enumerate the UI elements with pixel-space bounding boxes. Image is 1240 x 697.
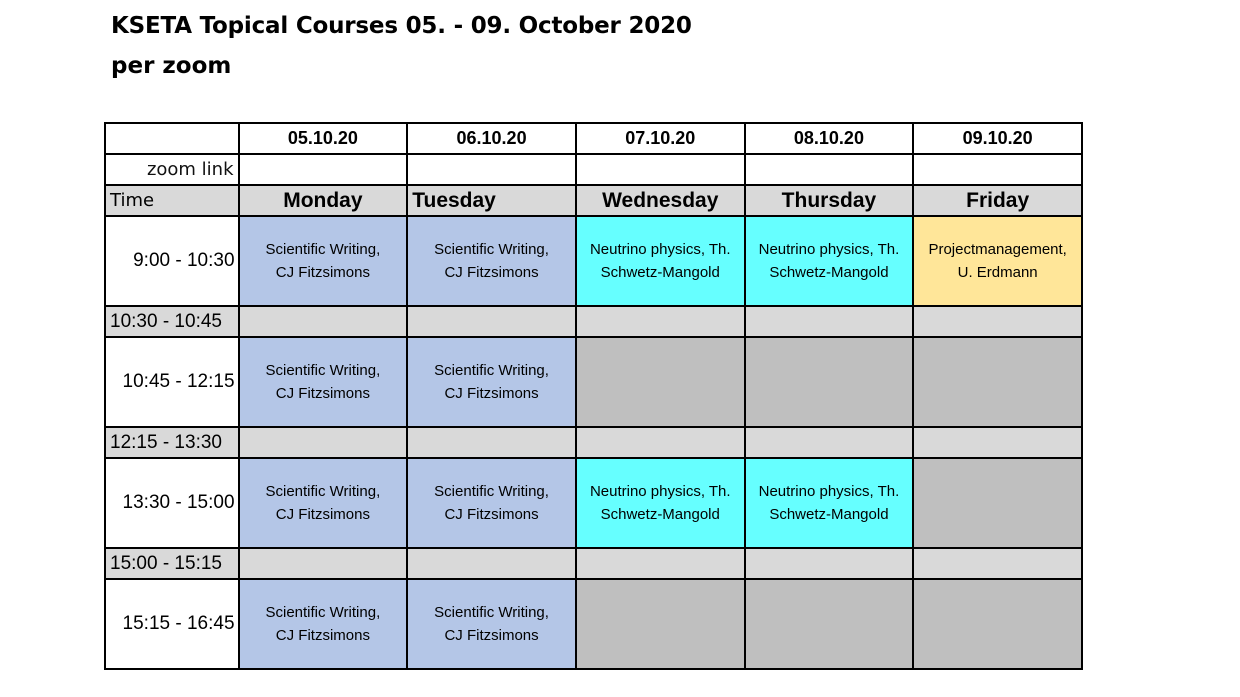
course-lecturer: Schwetz-Mangold: [769, 264, 889, 281]
break-cell: [576, 306, 745, 337]
course-title: Scientific Writing,: [265, 241, 381, 258]
time-column-header: Time: [105, 185, 239, 216]
corner-cell: [105, 123, 239, 154]
break-time: 10:30 - 10:45: [105, 306, 239, 337]
date-cell: 08.10.20: [745, 123, 914, 154]
course-cell: [239, 458, 408, 548]
course-title: Neutrino physics, Th.: [758, 241, 900, 258]
course-lecturer: Schwetz-Mangold: [600, 264, 720, 281]
course-title: Projectmanagement,: [928, 241, 1067, 258]
day-name-cell: Tuesday: [407, 185, 576, 216]
course-title: Neutrino physics, Th.: [589, 241, 731, 258]
page-subtitle: per zoom: [111, 53, 232, 79]
break-cell: [913, 427, 1082, 458]
session-row: [105, 579, 1082, 669]
break-time: 15:00 - 15:15: [105, 548, 239, 579]
course-title: Scientific Writing,: [434, 362, 549, 379]
session-row: [105, 337, 1082, 427]
course-cell: [745, 216, 914, 306]
page-title: KSETA Topical Courses 05. - 09. October 2020: [111, 13, 692, 39]
zoom-link-cell[interactable]: [239, 154, 408, 185]
day-name-row: [105, 185, 1082, 216]
course-title: Neutrino physics, Th.: [589, 483, 731, 500]
date-cell: 09.10.20: [913, 123, 1082, 154]
break-cell: [407, 548, 576, 579]
course-cell: [407, 337, 576, 427]
course-lecturer: CJ Fitzsimons: [444, 385, 539, 402]
break-cell: [239, 306, 408, 337]
session-time: 10:45 - 12:15: [105, 337, 239, 427]
course-cell: [576, 337, 745, 427]
session-time: 9:00 - 10:30: [105, 216, 239, 306]
break-row: [105, 427, 1082, 458]
course-cell: [576, 458, 745, 548]
course-lecturer: CJ Fitzsimons: [275, 506, 370, 523]
course-cell: [239, 337, 408, 427]
course-lecturer: Schwetz-Mangold: [769, 506, 889, 523]
course-cell: [407, 458, 576, 548]
day-name-cell: Thursday: [745, 185, 914, 216]
course-cell: [407, 216, 576, 306]
course-cell: [913, 337, 1082, 427]
break-cell: [745, 306, 914, 337]
course-cell: [913, 458, 1082, 548]
session-time: 15:15 - 16:45: [105, 579, 239, 669]
course-title: Scientific Writing,: [265, 604, 381, 621]
date-cell: 05.10.20: [239, 123, 408, 154]
course-title: Neutrino physics, Th.: [758, 483, 900, 500]
day-name-cell: Monday: [239, 185, 408, 216]
session-time: 13:30 - 15:00: [105, 458, 239, 548]
day-name-cell: Friday: [913, 185, 1082, 216]
break-row: [105, 548, 1082, 579]
day-name-cell: Wednesday: [576, 185, 745, 216]
date-cell: 06.10.20: [407, 123, 576, 154]
course-title: Scientific Writing,: [434, 241, 549, 258]
course-lecturer: CJ Fitzsimons: [275, 385, 370, 402]
break-cell: [745, 427, 914, 458]
course-lecturer: CJ Fitzsimons: [444, 506, 539, 523]
break-cell: [745, 548, 914, 579]
break-cell: [239, 548, 408, 579]
course-title: Scientific Writing,: [265, 483, 381, 500]
break-cell: [913, 548, 1082, 579]
break-cell: [576, 427, 745, 458]
course-title: Scientific Writing,: [434, 483, 549, 500]
break-cell: [239, 427, 408, 458]
course-lecturer: U. Erdmann: [957, 264, 1038, 281]
zoom-link-cell[interactable]: [576, 154, 745, 185]
course-cell: [576, 216, 745, 306]
course-cell: [239, 579, 408, 669]
zoom-link-label: zoom link: [105, 154, 239, 185]
break-cell: [407, 306, 576, 337]
course-lecturer: CJ Fitzsimons: [275, 627, 370, 644]
session-row: [105, 216, 1082, 306]
course-cell: [745, 579, 914, 669]
break-cell: [407, 427, 576, 458]
course-title: Scientific Writing,: [434, 604, 549, 621]
zoom-link-cell[interactable]: [407, 154, 576, 185]
zoom-link-row: [105, 154, 1082, 185]
course-lecturer: CJ Fitzsimons: [444, 627, 539, 644]
course-cell: [913, 579, 1082, 669]
course-lecturer: Schwetz-Mangold: [600, 506, 720, 523]
course-cell: [745, 337, 914, 427]
course-cell: [576, 579, 745, 669]
session-row: [105, 458, 1082, 548]
course-cell: [407, 579, 576, 669]
zoom-link-cell[interactable]: [745, 154, 914, 185]
zoom-link-cell[interactable]: [913, 154, 1082, 185]
break-cell: [576, 548, 745, 579]
course-lecturer: CJ Fitzsimons: [444, 264, 539, 281]
break-row: [105, 306, 1082, 337]
schedule-table: [104, 122, 1083, 670]
course-lecturer: CJ Fitzsimons: [275, 264, 370, 281]
course-cell: [239, 216, 408, 306]
date-cell: 07.10.20: [576, 123, 745, 154]
date-row: [105, 123, 1082, 154]
course-cell: [745, 458, 914, 548]
course-title: Scientific Writing,: [265, 362, 381, 379]
break-time: 12:15 - 13:30: [105, 427, 239, 458]
break-cell: [913, 306, 1082, 337]
course-cell: [913, 216, 1082, 306]
